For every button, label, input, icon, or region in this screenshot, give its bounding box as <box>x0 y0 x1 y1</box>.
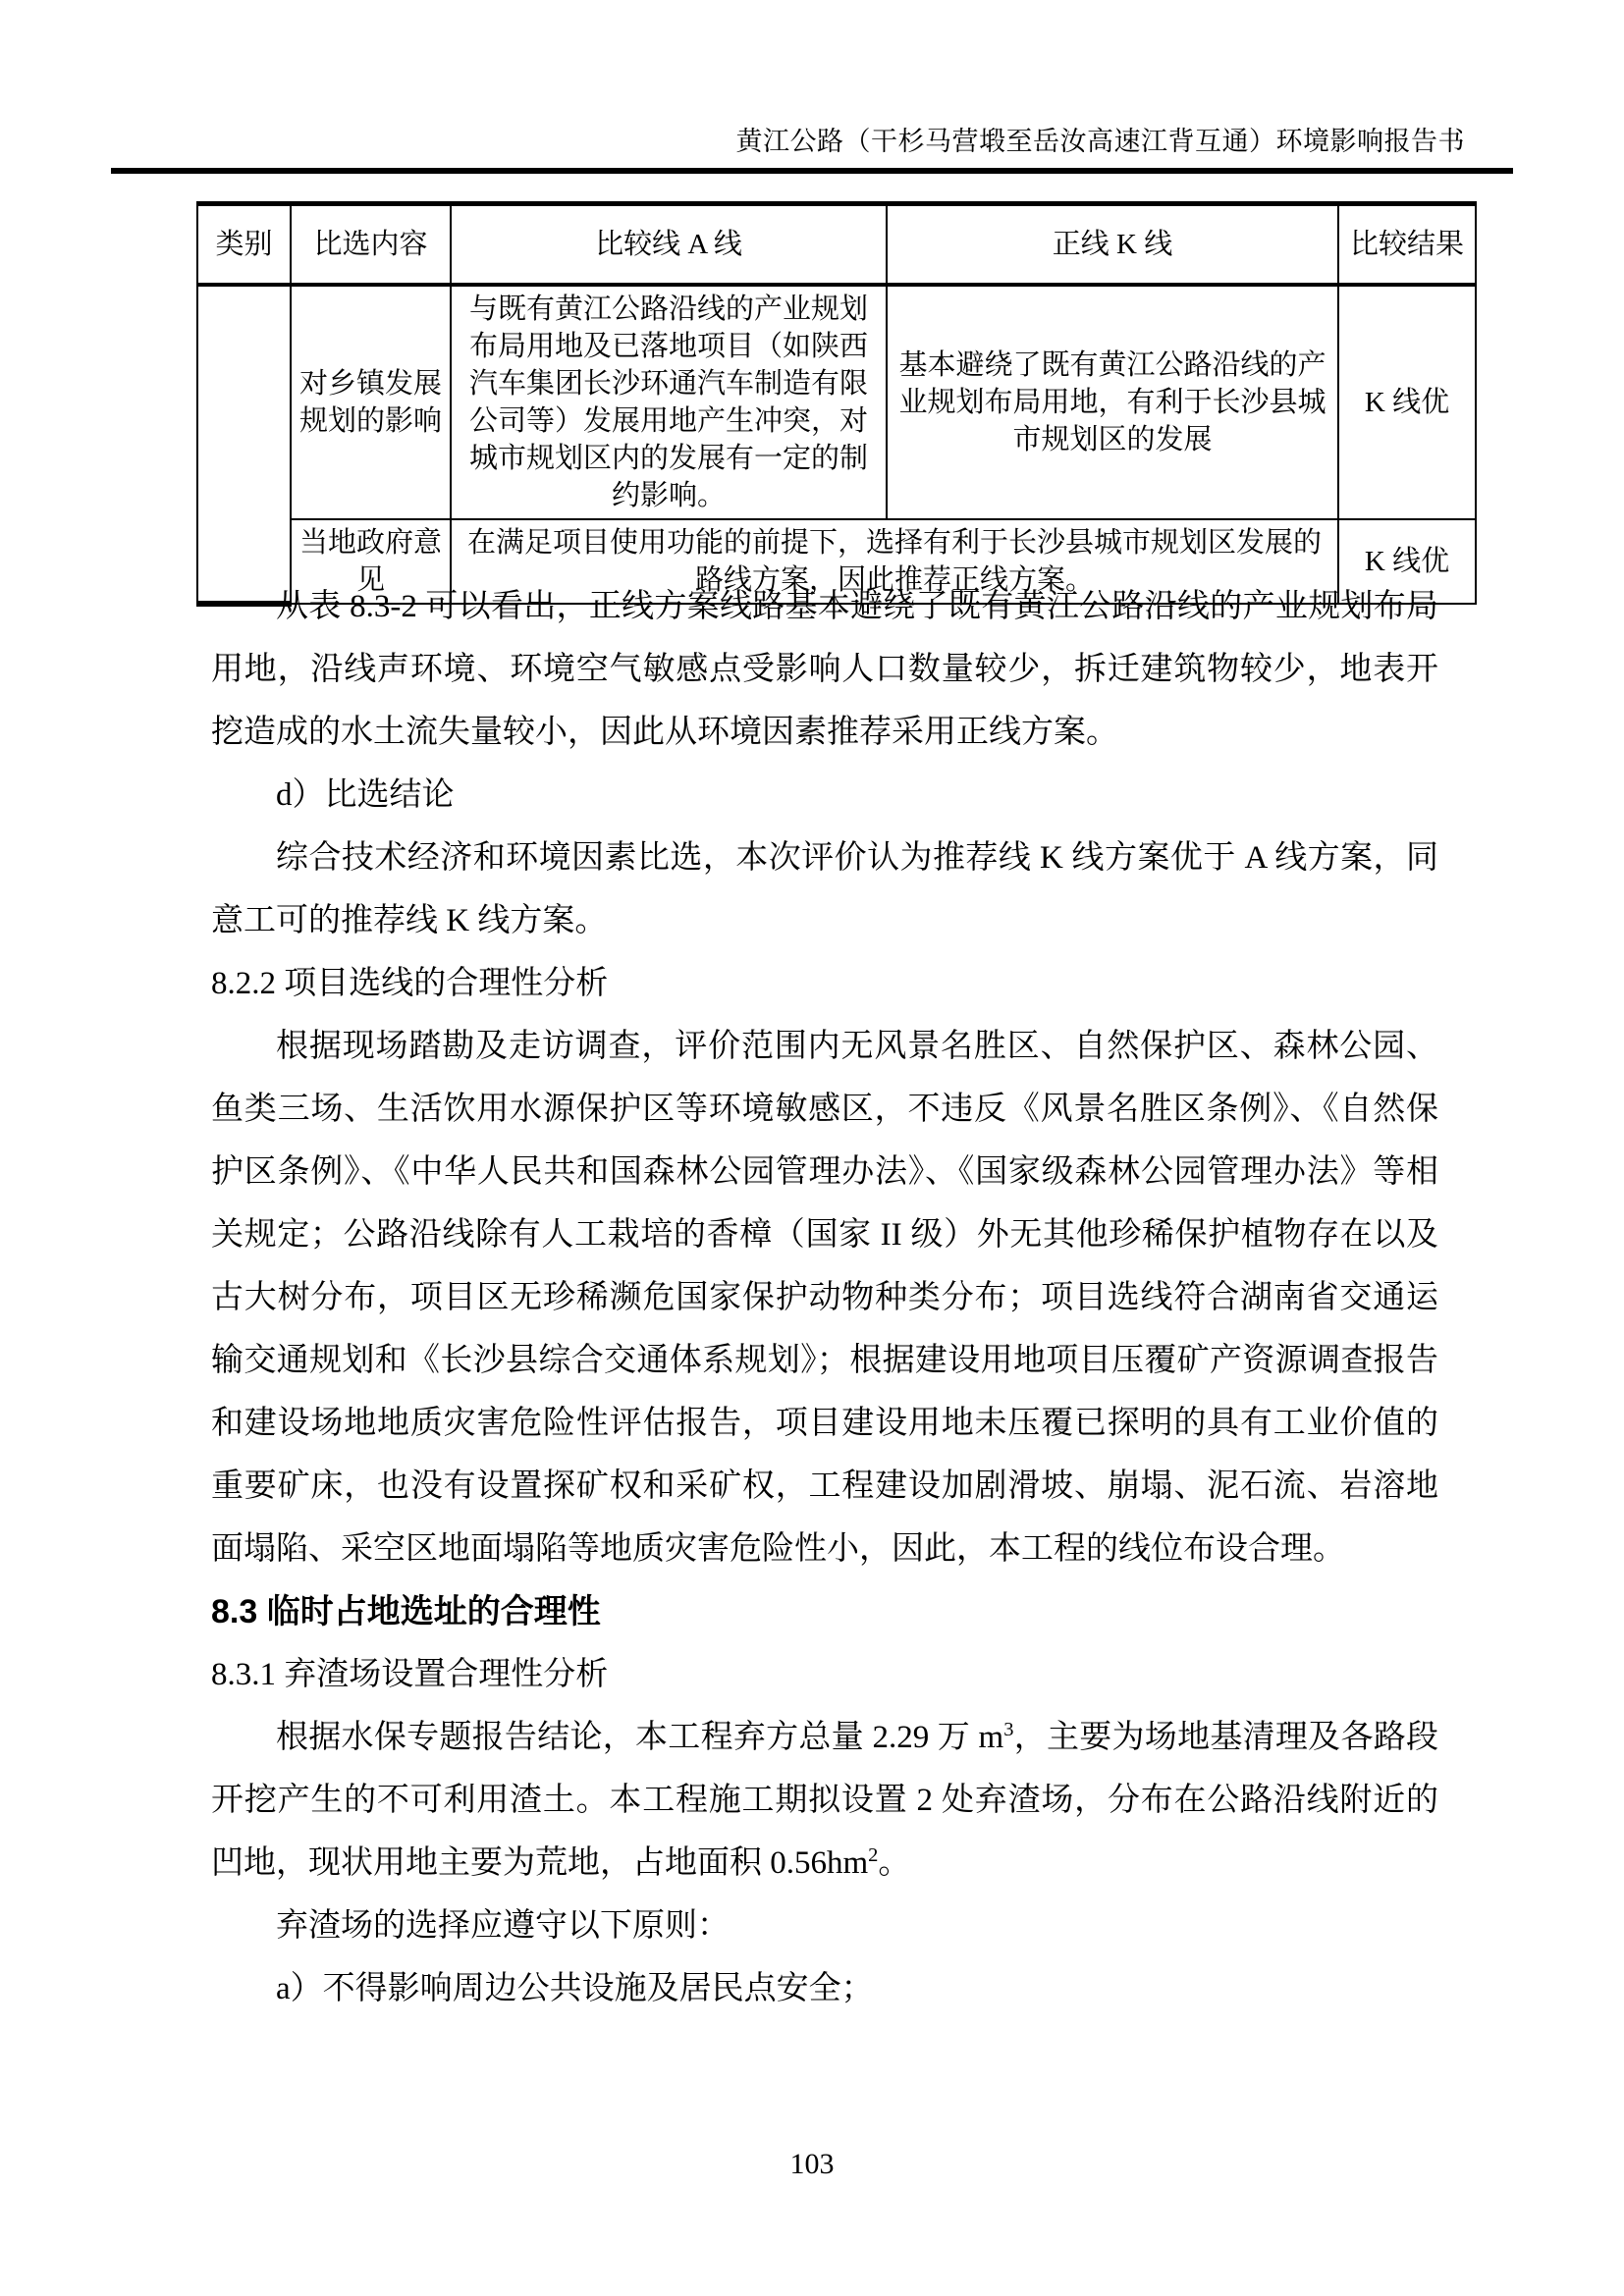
header-rule <box>111 168 1513 174</box>
col-header-item: 比选内容 <box>291 204 451 286</box>
paragraph-d-label: d）比选结论 <box>276 777 455 813</box>
cell-category-empty <box>197 285 291 604</box>
table-row <box>197 285 1476 519</box>
cell-line-k: 基本避绕了既有黄江公路沿线的产业规划布局用地，有利于长沙县城市规划区的发展 <box>887 285 1338 519</box>
cell-result: K 线优 <box>1338 519 1476 604</box>
paragraph-principle-a: a）不得影响周边公共设施及居民点安全； <box>276 1971 874 2006</box>
superscript-cubed: 3 <box>1003 1719 1014 1740</box>
heading-8-3-1: 8.3.1 弃渣场设置合理性分析 <box>211 1657 609 1692</box>
comparison-table <box>196 201 1477 607</box>
spoil-text-1: 根据水保专题报告结论，本工程弃方总量 2.29 万 m <box>276 1720 1004 1755</box>
page-number: 103 <box>789 2148 835 2180</box>
spoil-text-3: 。 <box>878 1845 911 1881</box>
superscript-squared: 2 <box>868 1844 879 1866</box>
document-body <box>211 575 1438 2020</box>
heading-8-3: 8.3 临时占地选址的合理性 <box>211 1593 601 1630</box>
col-header-result: 比较结果 <box>1338 204 1476 286</box>
spoil-text-2: ，主要为场地基清理及各路段开挖产生的不可利用渣土。本工程施工期拟设置 2 处弃渣场，分布在公路沿线附近的凹地，现状用地主要为荒地，占地面积 0.56hm <box>211 1720 1439 1881</box>
paragraph-spoil-ground <box>211 1706 1438 1895</box>
cell-opinion: 在满足项目使用功能的前提下，选择有利于长沙县城市规划区发展的路线方案，因此推荐正线方案。 <box>451 519 1338 604</box>
col-header-line-a: 比较线 A 线 <box>451 204 887 286</box>
cell-item: 对乡镇发展规划的影响 <box>291 285 451 519</box>
cell-item: 当地政府意见 <box>291 519 451 604</box>
paragraph-comparison-conclusion: 综合技术经济和环境因素比选，本次评价认为推荐线 K 线方案优于 A 线方案，同意工可的推荐线 K 线方案。 <box>211 840 1438 938</box>
running-header-title: 黄江公路（干杉马营塅至岳汝高速江背互通）环境影响报告书 <box>735 127 1465 156</box>
paragraph-route-rationality: 根据现场踏勘及走访调查，评价范围内无风景名胜区、自然保护区、森林公园、鱼类三场、生活饮用水源保护区等环境敏感区，不违反《风景名胜区条例》、《自然保护区条例》、《中华人民共和国森林公园管理办法》、《国家级森林公园管理办法》等相关规定；公路沿线除有人工栽培的香樟（国家 II 级）外无其他珍稀保护植物存在以及古大树分布，项目区无珍稀濒危国家保护动物种类分布；项目选线符合湖南省交通运输交通规划和《长沙县综合交通体系规划》；根据建设用地项目压覆矿产资源调查报告和建设场地地质灾害危险性评估报告，项目建设用地未压覆已探明的具有工业价值的重要矿床，也没有设置探矿权和采矿权，工程建设加剧滑坡、崩塌、泥石流、岩溶地面塌陷、采空区地面塌陷等地质灾害危险性小，因此，本工程的线位布设合理。 <box>211 1029 1438 1567</box>
table-header-row <box>197 204 1476 286</box>
cell-result: K 线优 <box>1338 285 1476 519</box>
heading-8-2-2: 8.2.2 项目选线的合理性分析 <box>211 966 609 1001</box>
paragraph-conclusion-table: 从表 8.3-2 可以看出，正线方案线路基本避绕了既有黄江公路沿线的产业规划布局用地，沿线声环境、环境空气敏感点受影响人口数量较少，拆迁建筑物较少，地表开挖造成的水土流失量较小，因此从环境因素推荐采用正线方案。 <box>211 589 1438 750</box>
col-header-line-k: 正线 K 线 <box>887 204 1338 286</box>
col-header-category: 类别 <box>197 204 291 286</box>
cell-line-a: 与既有黄江公路沿线的产业规划布局用地及已落地项目（如陕西汽车集团长沙环通汽车制造有限公司等）发展用地产生冲突，对城市规划区内的发展有一定的制约影响。 <box>451 285 887 519</box>
paragraph-principles-intro: 弃渣场的选择应遵守以下原则： <box>276 1908 730 1944</box>
